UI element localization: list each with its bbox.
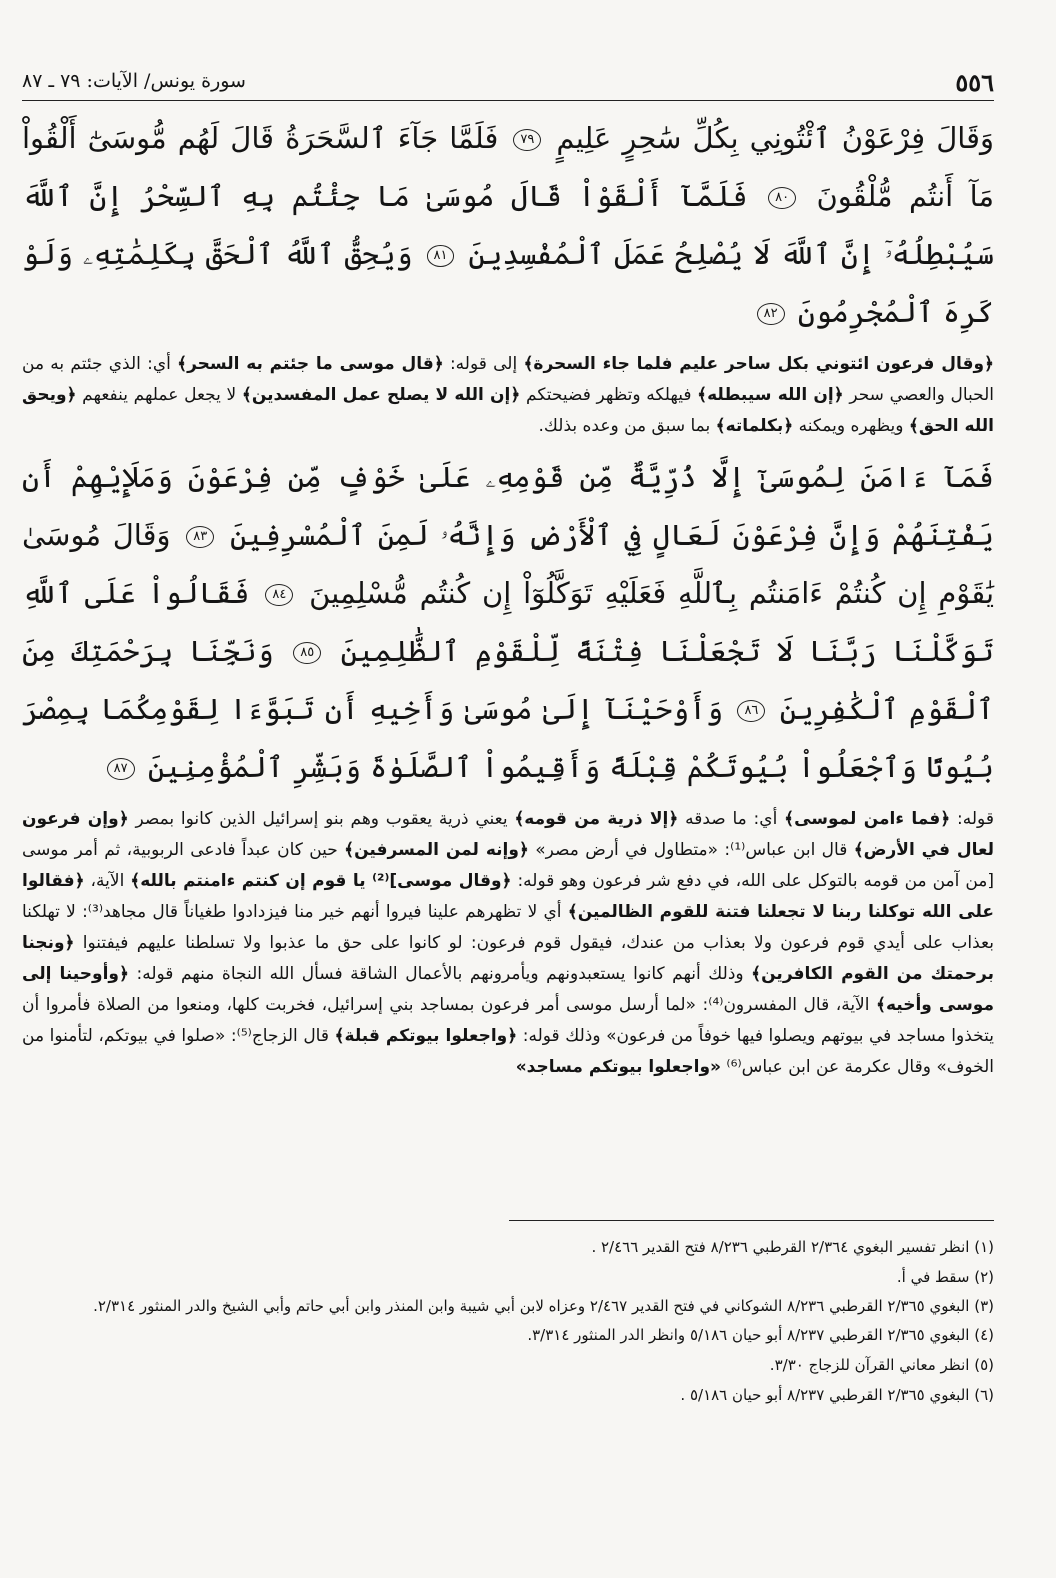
quran-verses-79-82 — [22, 109, 994, 341]
page-number: ٥٥٦ — [955, 68, 994, 97]
quoted-verse: ﴿بكلماته﴾ — [715, 416, 794, 436]
verse-text: فَلَمَّا جَآءَ ٱلسَّحَرَةُ قَالَ لَهُم مُّوسَىٰٓ أَلْقُواْ مَآ أَنتُم مُّلْقُونَ — [22, 121, 995, 213]
verse-number: ٨٧ — [107, 758, 135, 780]
quoted-verse: ﴿إن الله سيبطله﴾ — [697, 385, 844, 405]
verse-number: ٨٠ — [768, 187, 796, 209]
tafsir-paragraph-1 — [22, 349, 994, 442]
verse-number: ٨١ — [427, 245, 455, 267]
footnotes — [22, 1232, 994, 1410]
running-title: سورة يونس/ الآيات: ٧٩ ـ ٨٧ — [22, 70, 246, 92]
verse-number: ٨٤ — [265, 584, 293, 606]
quoted-verse: ﴿قال موسى ما جئتم به السحر﴾ — [177, 354, 444, 374]
verse-text: وَيُحِقُّ ٱللَّهُ ٱلْحَقَّ بِكَلِمَٰتِهِۦ وَلَوْ كَرِهَ ٱلْمُجْرِمُونَ — [22, 237, 994, 329]
page-header — [22, 60, 994, 101]
commentary: بما سبق من وعده بذلك. — [538, 416, 716, 436]
quoted-verse: ﴿ونجنا برحمتك من القوم الكافرين﴾ — [22, 933, 994, 984]
footnote-divider — [509, 1220, 994, 1221]
quoted-verse: ﴿واجعلوا بيوتكم قبلة﴾ — [334, 1026, 518, 1046]
quoted-verse: «واجعلوا بيوتكم مساجد» — [515, 1057, 722, 1077]
verse-text: وَقَالَ فِرْعَوْنُ ٱئْتُونِي بِكُلِّ سَٰحِرٍ عَلِيمٍ — [556, 121, 994, 155]
commentary: لا يجعل عملهم ينفعهم — [76, 385, 242, 405]
quoted-verse: ﴿وقال موسى]⁽²⁾ يا قوم إن كنتم ءامنتم بالله﴾ — [130, 871, 512, 891]
verse-text: فَمَآ ءَامَنَ لِمُوسَىٰٓ إِلَّا ذُرِّيَّةٌ مِّن قَوْمِهِۦ عَلَىٰ خَوْفٍ مِّن فِرْعَوْنَ وَمَلَإِيْهِمْ أَن يَفْتِنَهُمْ وَإِنَّ فِرْعَوْنَ لَعَالٍ فِي ٱلْأَرْضِ وَإِنَّهُۥ لَمِنَ ٱلْمُسْرِفِينَ — [22, 460, 995, 552]
quoted-verse: ﴿إن الله لا يصلح عمل المفسدين﴾ — [241, 385, 521, 405]
footnote: (٦) البغوي ٢/٣٦٥ القرطبي ٨/٢٣٧ أبو حيان ٥/١٨٦ . — [680, 1386, 994, 1404]
commentary: حين كان عبداً فادعى الربوبية، ثم أمر موسى [من آمن من قومه بالتوكل على الله، في دفع شر فرعون وهو قوله: — [22, 840, 994, 891]
footnote: (٣) البغوي ٢/٣٦٥ القرطبي ٨/٢٣٦ الشوكاني في فتح القدير ٢/٤٦٧ وعزاه لابن أبي شيبة وابن المنذر وابن أبي حاتم وأبي الشيخ والدر المنثور ٢/٣١٤. — [93, 1297, 994, 1315]
verse-number: ٨٥ — [293, 642, 321, 664]
commentary: أي لا تظهرهم علينا فيروا أنهم خير منا فيزدادوا طغياناً قال مجاهد⁽³⁾: لا تهلكنا بعذاب على أيدي قوم فرعون ولا بعذاب من عندك، فيقول قوم فرعون: لو كانوا على حق ما عذبوا ولا تسلطنا عليهم فيفتنوا — [22, 902, 994, 953]
verse-text: وَأَوْحَيْنَآ إِلَىٰ مُوسَىٰ وَأَخِيهِ أَن تَبَوَّءَا لِقَوْمِكُمَا بِمِصْرَ بُيُوتًا وَٱجْعَلُواْ بُيُوتَكُمْ قِبْلَةً وَأَقِيمُواْ ٱلصَّلَوٰةَ وَبَشِّرِ ٱلْمُؤْمِنِينَ — [22, 692, 994, 784]
commentary: قوله: — [950, 809, 994, 829]
commentary: أي: ما صدقه — [678, 809, 785, 829]
quoted-verse: ﴿فقالوا على الله توكلنا ربنا لا تجعلنا فتنة للقوم الظالمين﴾ — [22, 871, 994, 922]
quoted-verse: ﴿وإن فرعون لعال في الأرض﴾ — [22, 809, 994, 860]
commentary: وذلك أنهم كانوا يستعبدونهم ويأمرونهم بالأعمال الشاقة فسأل الله النجاة منهم قوله: — [128, 964, 752, 984]
commentary: الآية، قال المفسرون⁽⁴⁾: «لما أرسل موسى أمر فرعون بمساجد بني إسرائيل، فخربت كلها، ومنعوا من الصلاة فأمروا أن يتخذوا مساجد في بيوتهم ويصلوا فيها خوفاً من فرعون» وذلك قوله: — [22, 995, 995, 1046]
verse-number: ٨٦ — [737, 700, 765, 722]
tafsir-paragraph-2 — [22, 804, 994, 1083]
verse-text: وَقَالَ مُوسَىٰ يَٰقَوْمِ إِن كُنتُمْ ءَامَنتُم بِٱللَّهِ فَعَلَيْهِ تَوَكَّلُوٓاْ إِن كُنتُم مُّسْلِمِينَ — [22, 518, 995, 610]
commentary: أي: الذي جئتم به من الحبال والعصي سحر — [22, 354, 995, 405]
verse-text: فَلَمَّآ أَلْقَوْاْ قَالَ مُوسَىٰ مَا جِئْتُم بِهِ ٱلسِّحْرُ إِنَّ ٱللَّهَ سَيُبْطِلُهُۥٓ إِنَّ ٱللَّهَ لَا يُصْلِحُ عَمَلَ ٱلْمُفْسِدِينَ — [22, 179, 995, 271]
quoted-verse: ﴿فما ءامن لموسى﴾ — [784, 809, 951, 829]
verse-number: ٧٩ — [513, 129, 541, 151]
commentary: فيهلكه وتظهر فضيحتكم — [520, 385, 698, 405]
quoted-verse: ﴿ويحق الله الحق﴾ — [22, 385, 994, 436]
quoted-verse: ﴿وإنه لمن المسرفين﴾ — [344, 840, 529, 860]
quoted-verse: ﴿وأوحينا إلى موسى وأخيه﴾ — [22, 964, 994, 1015]
commentary: الآية، — [84, 871, 131, 891]
footnote: (٥) انظر معاني القرآن للزجاج ٣/٣٠. — [769, 1356, 994, 1374]
verse-number: ٨٣ — [186, 526, 214, 548]
book-page — [22, 60, 994, 1538]
quoted-verse: ﴿وقال فرعون ائتوني بكل ساحر عليم فلما جاء السحرة﴾ — [523, 354, 995, 374]
footnote: (٢) سقط في أ. — [896, 1268, 994, 1286]
verse-text: فَقَالُواْ عَلَى ٱللَّهِ تَوَكَّلْنَا رَبَّنَا لَا تَجْعَلْنَا فِتْنَةً لِّلْقَوْمِ ٱلظَّٰلِمِينَ — [22, 576, 994, 668]
commentary: يعني ذرية يعقوب وهم بنو إسرائيل الذين كانوا بمصر — [128, 809, 515, 829]
commentary: قال ابن عباس⁽¹⁾: «متطاول في أرض مصر» — [528, 840, 854, 860]
footnote: (١) انظر تفسير البغوي ٢/٣٦٤ القرطبي ٨/٢٣٦ فتح القدير ٢/٤٦٦ . — [591, 1238, 994, 1256]
verse-text: وَنَجِّنَا بِرَحْمَتِكَ مِنَ ٱلْقَوْمِ ٱلْكَٰفِرِينَ — [22, 634, 994, 726]
verse-number: ٨٢ — [757, 303, 785, 325]
commentary: قال الزجاج⁽⁵⁾: «صلوا في بيوتكم، لتأمنوا من الخوف» وقال عكرمة عن ابن عباس⁽⁶⁾ — [22, 1026, 994, 1077]
quoted-verse: ﴿إلا ذرية من قومه﴾ — [514, 809, 679, 829]
commentary: إلى قوله: — [443, 354, 524, 374]
footnote: (٤) البغوي ٢/٣٦٥ القرطبي ٨/٢٣٧ أبو حيان ٥/١٨٦ وانظر الدر المنثور ٣/٣١٤. — [527, 1326, 994, 1344]
quran-verses-83-87 — [22, 448, 994, 796]
commentary: ويظهره ويمكنه — [793, 416, 909, 436]
